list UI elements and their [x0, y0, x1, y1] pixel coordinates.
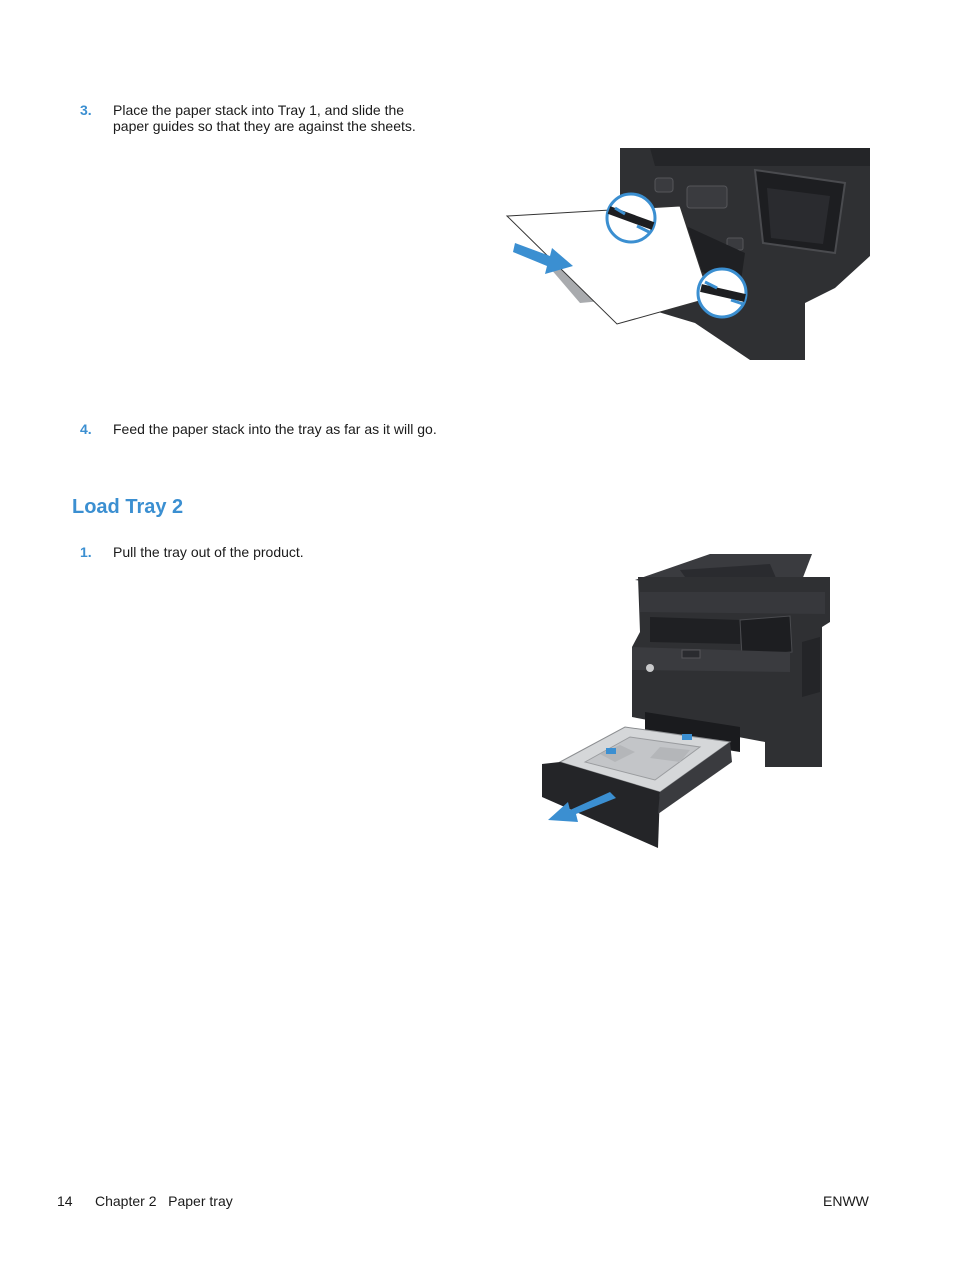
- page-number: 14: [57, 1193, 73, 1209]
- step-number: 3.: [80, 102, 92, 118]
- footer-chapter: Chapter 2 Paper tray: [95, 1193, 233, 1209]
- step-number: 1.: [80, 544, 92, 560]
- step-text: Feed the paper stack into the tray as far as it will go.: [113, 421, 437, 437]
- step-text: Pull the tray out of the product.: [113, 544, 304, 560]
- tray1-paper-illustration: [505, 148, 871, 360]
- step-number: 4.: [80, 421, 92, 437]
- tray2-pull-illustration: [540, 552, 835, 848]
- section-title: Load Tray 2: [72, 496, 184, 518]
- step-text: Place the paper stack into Tray 1, and slide the paper guides so that they are against the sheets.: [113, 102, 416, 134]
- footer-label: ENWW: [823, 1193, 869, 1209]
